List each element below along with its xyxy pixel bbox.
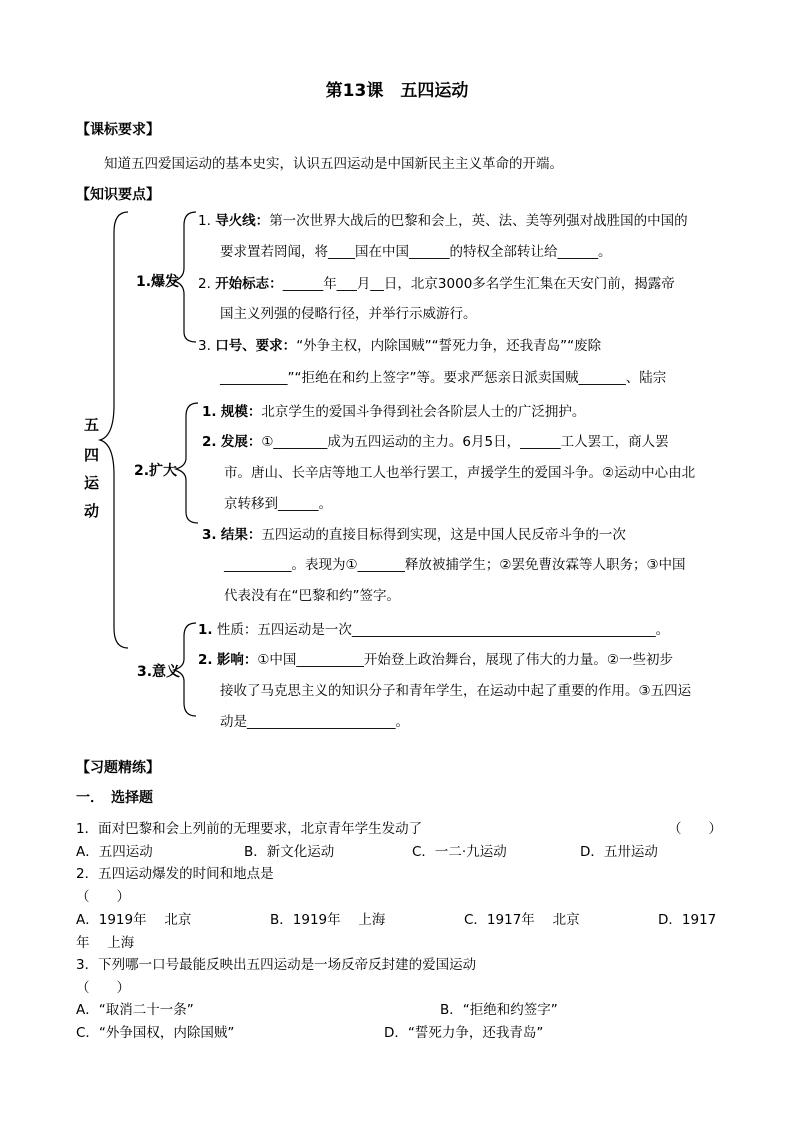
b2-item3-line3: 代表没有在“巴黎和约”签字。 [224, 588, 400, 604]
b2-item1-text: 北京学生的爱国斗争得到社会各阶层人士的广泛拥护。 [261, 404, 586, 420]
b1-item3-key: 口号、要求： [215, 338, 297, 354]
b1-item1-num: 1. [198, 213, 211, 229]
b1-item1-line1 [198, 209, 688, 229]
b2-item3-line2: __________。表现为①_______释放被捕学生；②罢免曹汝霖等人职务；③中国 [224, 557, 686, 573]
q1-option-b[interactable]: B．新文化运动 [244, 844, 335, 860]
q2-answer-bracket[interactable]: （ ） [76, 889, 130, 905]
curriculum-header: 【课标要求】 [76, 122, 160, 138]
root-char-3: 运 [84, 474, 100, 492]
b2-item2-line3: 京转移到______。 [224, 496, 332, 512]
b1-item2-line2: 国主义列强的侵略行径，并举行示威游行。 [220, 306, 477, 322]
page-title: 第13课 五四运动 [325, 81, 469, 101]
q2-option-b[interactable]: B．1919年 上海 [270, 912, 386, 928]
b1-item2-line1 [198, 272, 675, 292]
curriculum-text: 知道五四爱国运动的基本史实，认识五四运动是中国新民主主义革命的开端。 [104, 156, 563, 172]
b2-item2-num: 2. [202, 434, 217, 450]
b1-item1-key: 导火线： [215, 213, 270, 229]
q1-option-c[interactable]: C．一二·九运动 [412, 844, 507, 860]
b2-item3-text: 五四运动的直接目标得到实现，这是中国人民反帝斗争的一次 [261, 527, 626, 543]
root-brace [100, 212, 128, 648]
b3-item2-line3: 动是______________________。 [220, 714, 409, 730]
b1-item2-key: 开始标志： [215, 276, 283, 292]
q3-answer-bracket[interactable]: （ ） [76, 980, 130, 996]
b1-item3-line2: __________”“拒绝在和约上签字”等。要求严惩亲日派卖国贼_______、陆宗 [220, 370, 667, 386]
q3-option-c[interactable]: C．“外争国权，内除国贼” [76, 1025, 235, 1041]
q3-stem: 3．下列哪一口号最能反映出五四运动是一场反帝反封建的爱国运动 [76, 957, 477, 973]
q2-stem: 2．五四运动爆发的时间和地点是 [76, 866, 274, 882]
b3-item1-line1 [198, 618, 669, 638]
q3-option-a[interactable]: A．“取消二十一条” [76, 1002, 194, 1018]
b2-item2-text: ①________成为五四运动的主力。6月5日，______工人罢工，商人罢 [261, 434, 669, 450]
b3-item1-text: 性质：五四运动是一次_____________________________________________。 [216, 622, 670, 638]
b1-item3-line1 [198, 334, 601, 354]
q3-option-d[interactable]: D．“誓死力争，还我青岛” [384, 1025, 544, 1041]
q3-option-b[interactable]: B．“拒绝和约签字” [440, 1002, 558, 1018]
branch2-brace [176, 403, 198, 523]
b2-item1-line1 [202, 400, 585, 420]
b2-item2-line2: 市。唐山、长辛店等地工人也举行罢工，声援学生的爱国斗争。②运动中心由北 [224, 465, 696, 481]
q1-answer-bracket[interactable]: （ ） [668, 821, 722, 837]
b1-item3-text: “外争主权，内除国贼”“誓死力争，还我青岛”“废除 [296, 338, 602, 354]
b1-item1-line2: 要求置若罔闻，将____国在中国______的特权全部转让给______。 [220, 244, 612, 260]
root-char-1: 五 [84, 416, 100, 434]
b2-item3-line1 [202, 523, 626, 543]
q2-option-a[interactable]: A．1919年 北京 [76, 912, 192, 928]
b3-item2-key: 影响： [216, 652, 258, 668]
q2-option-d[interactable]: D．1917 [658, 912, 717, 928]
b1-item1-text: 第一次世界大战后的巴黎和会上，英、法、美等列强对战胜国的中国的 [269, 213, 688, 229]
knowledge-header: 【知识要点】 [76, 187, 160, 203]
b3-item2-line1 [198, 648, 673, 668]
branch1-label: 1.爆发 [136, 274, 180, 290]
b2-item2-key: 发展： [220, 434, 262, 450]
b1-item3-num: 3. [198, 338, 211, 354]
b2-item1-key: 规模： [220, 404, 262, 420]
q1-stem: 1．面对巴黎和会上列前的无理要求，北京青年学生发动了 [76, 821, 423, 837]
exercise-header: 【习题精练】 [76, 760, 160, 776]
b2-item3-key: 结果： [220, 527, 262, 543]
root-char-2: 四 [84, 446, 100, 464]
b2-item1-num: 1. [202, 404, 217, 420]
root-char-4: 动 [84, 502, 100, 520]
b3-item2-line2: 接收了马克思主义的知识分子和青年学生，在运动中起了重要的作用。③五四运 [220, 683, 692, 699]
b3-item2-text: ①中国__________开始登上政治舞台，展现了伟大的力量。②一些初步 [257, 652, 674, 668]
b3-item1-num: 1. [198, 622, 213, 638]
branch2-label: 2.扩大 [134, 463, 178, 479]
b1-item2-num: 2. [198, 276, 211, 292]
b2-item3-num: 3. [202, 527, 217, 543]
choice-section-title: 一． 选择题 [76, 790, 153, 806]
b3-item2-num: 2. [198, 652, 213, 668]
branch3-label: 3.意义 [137, 664, 181, 680]
q2-option-c[interactable]: C．1917年 北京 [464, 912, 580, 928]
q1-option-a[interactable]: A．五四运动 [76, 844, 153, 860]
q1-option-d[interactable]: D．五卅运动 [580, 844, 658, 860]
b1-item2-text: ______年___月__日，北京3000多名学生汇集在天安门前，揭露帝 [282, 276, 675, 292]
q2-option-d-wrap: 年 上海 [76, 935, 135, 951]
b2-item2-line1 [202, 430, 669, 450]
